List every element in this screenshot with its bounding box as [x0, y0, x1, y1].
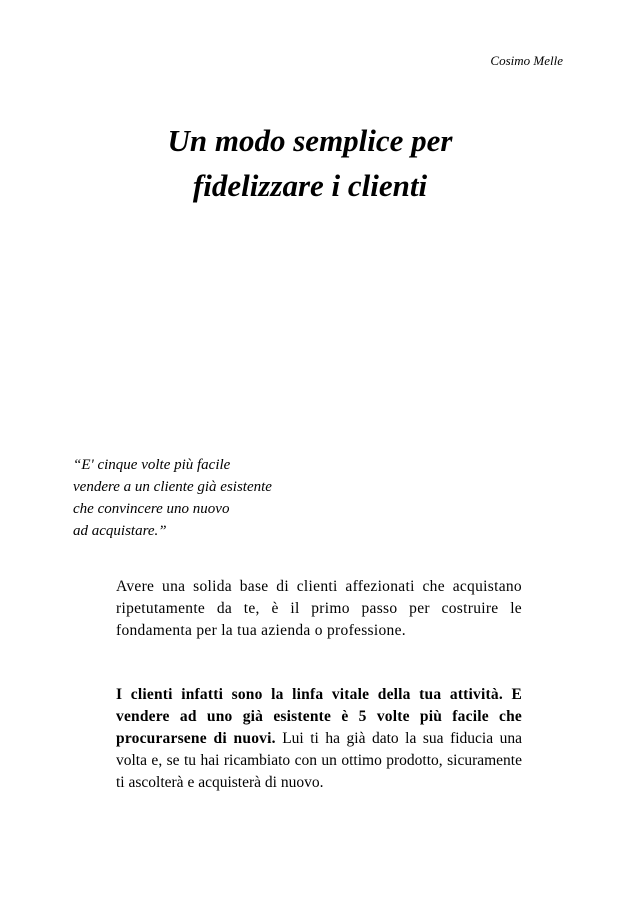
- quote-line: “E' cinque volte più facile: [73, 457, 231, 473]
- title-line: fidelizzare i clienti: [192, 168, 428, 203]
- quote-block: [73, 454, 272, 542]
- paragraph-intro: Avere una solida base di clienti affezionati che acquistano ripetutamente da te, è il primo passo per costruire le fondamenta per la tua azienda o professione.: [116, 578, 522, 639]
- author-name: Cosimo Melle: [490, 53, 563, 68]
- quote-line: vendere a un cliente già esistente: [73, 479, 272, 495]
- paragraph-bold-text: I clienti infatti sono la linfa vitale della tua attività. E vendere ad uno già esistente è 5 volte più facile che procurarsene di nuovi.: [116, 686, 522, 747]
- paragraph-regular-text: Lui ti ha già dato la sua fiducia una volta e, se tu hai ricambiato con un ottimo prodotto, sicuramente ti ascolterà e acquisterà di nuovo.: [116, 730, 523, 791]
- quote-line: che convincere uno nuovo: [73, 501, 230, 517]
- page-title: [0, 118, 620, 208]
- quote-line: ad acquistare.”: [73, 523, 167, 539]
- paragraph-clients: [116, 684, 522, 794]
- title-line: Un modo semplice per: [167, 123, 453, 158]
